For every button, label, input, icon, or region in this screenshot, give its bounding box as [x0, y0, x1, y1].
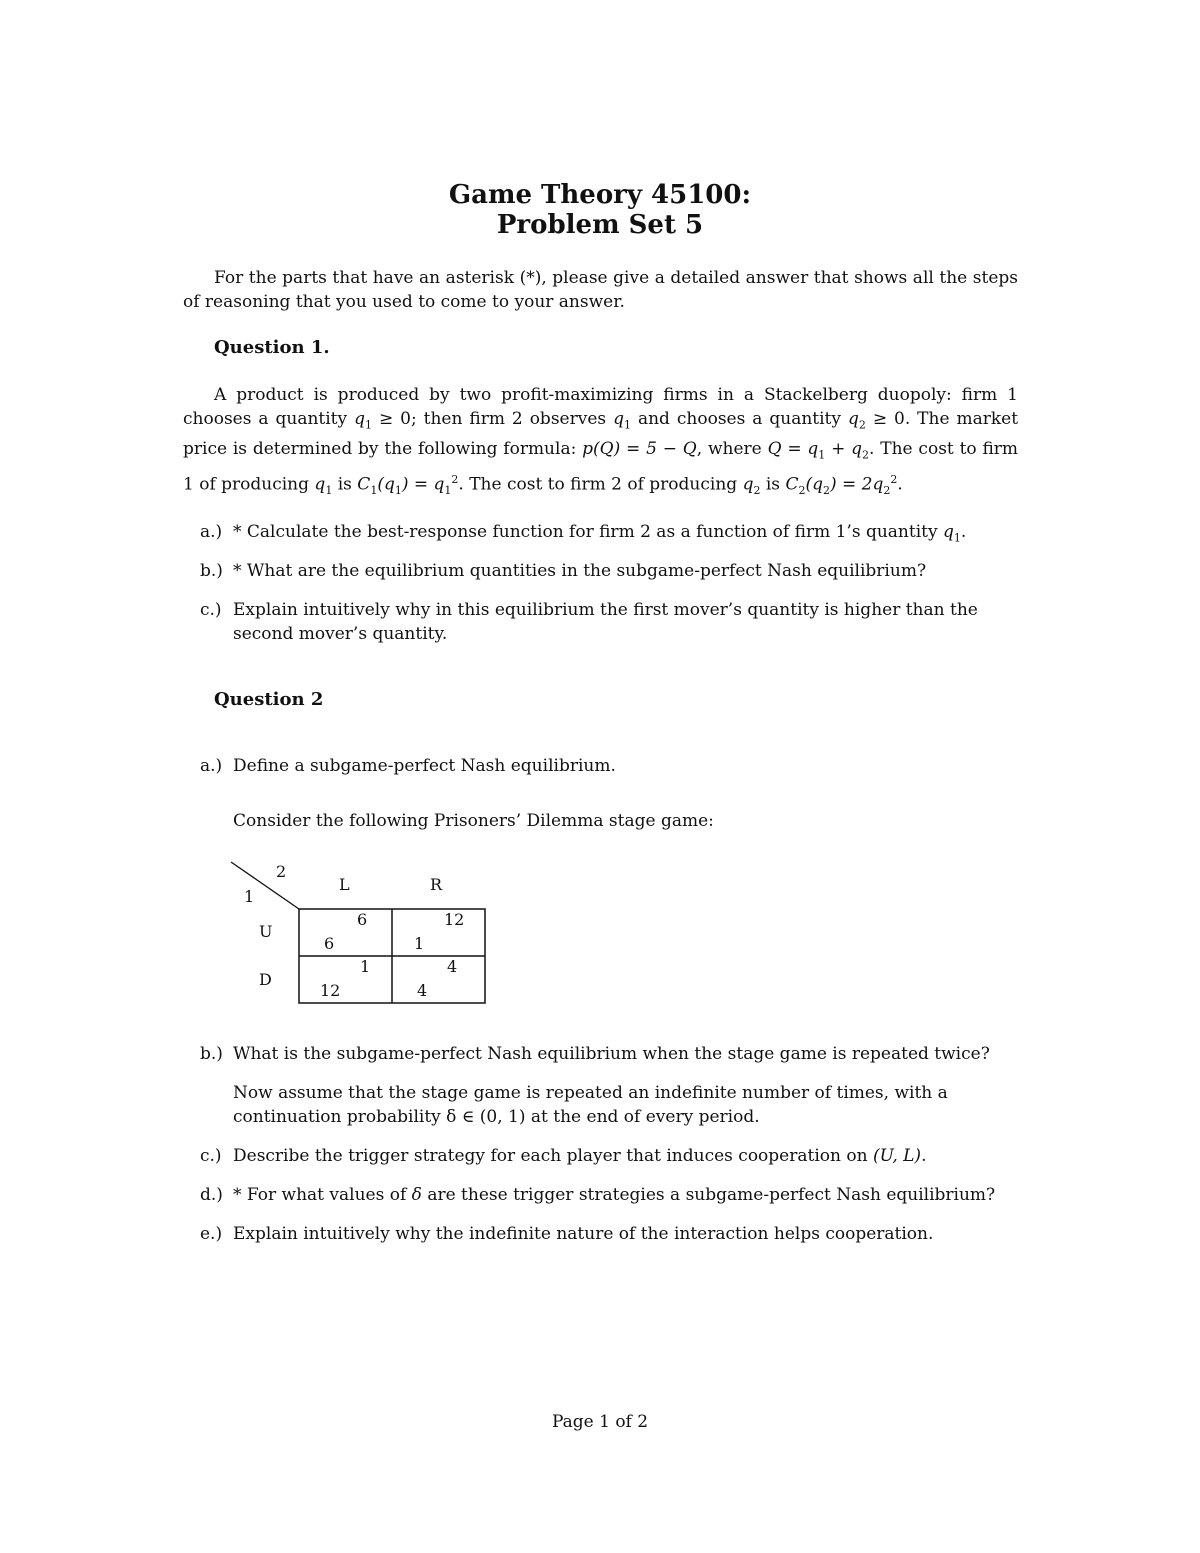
- item-text: Describe the trigger strategy for each player that induces cooperation on (U, L).: [233, 1146, 927, 1166]
- question-1-statement: A product is produced by two profit-maximizing firms in a Stackelberg duopoly: firm 1 chooses a quantity $q_1 \ge 0$; then firm 2 observes $q_1$ and chooses a quantity $q_2 \ge 0$. The market price is determined by the following formula: p(Q) = 5 − Q, where $Q = q_1 + q_2$. The cost to firm 1 of producing $q_1$ is $C_1(q_1) = q_1^2$. The cost to firm 2 of producing $q_2$ is $C_2(q_2) = 2q_2^2$.: [183, 385, 1019, 497]
- consider-text: Consider the following Prisoners’ Dilemma stage game:: [233, 811, 714, 831]
- column-label-l: L: [339, 875, 350, 894]
- payoff-ul-p2: 6: [357, 910, 368, 929]
- row-label-d: D: [259, 970, 272, 989]
- column-player-label: 2: [276, 862, 287, 881]
- title-line-1: Game Theory 45100:: [448, 180, 752, 210]
- row-label-u: U: [259, 922, 273, 941]
- item-label: d.): [200, 1185, 223, 1205]
- item-text: * Calculate the best-response function for firm 2 as a function of firm 1’s quantity $q_1$.: [233, 522, 967, 545]
- item-text: * For what values of δ are these trigger strategies a subgame-perfect Nash equilibrium?: [233, 1185, 996, 1205]
- payoff-dl-p2: 1: [360, 957, 371, 976]
- assume-text: Now assume that the stage game is repeated an indefinite number of times, with a continuation probability δ ∈ (0, 1) at the end of every period.: [233, 1083, 948, 1127]
- question-1-heading: Question 1.: [214, 337, 330, 358]
- item-text: * What are the equilibrium quantities in the subgame-perfect Nash equilibrium?: [233, 561, 927, 581]
- row-player-label: 1: [244, 887, 255, 906]
- item-text: Explain intuitively why the indefinite nature of the interaction helps cooperation.: [233, 1224, 934, 1244]
- intro-paragraph: For the parts that have an asterisk (*), please give a detailed answer that shows all the steps of reasoning that you used to come to your answer.: [183, 268, 1018, 312]
- item-label: c.): [200, 600, 222, 620]
- payoff-ur-p2: 12: [444, 910, 465, 929]
- item-text: What is the subgame-perfect Nash equilibrium when the stage game is repeated twice?: [233, 1044, 990, 1064]
- title-line-2: Problem Set 5: [496, 210, 704, 240]
- payoff-dr-p1: 4: [417, 981, 428, 1000]
- page-footer: Page 1 of 2: [551, 1412, 649, 1432]
- payoff-matrix: [225, 852, 500, 1012]
- item-label: c.): [200, 1146, 222, 1166]
- question-2-heading: Question 2: [214, 689, 324, 710]
- item-label: a.): [200, 522, 223, 542]
- item-label: b.): [200, 1044, 223, 1064]
- payoff-ul-p1: 6: [324, 934, 335, 953]
- payoff-dr-p2: 4: [447, 957, 458, 976]
- item-text: Explain intuitively why in this equilibrium the first mover’s quantity is higher than the second mover’s quantity.: [233, 600, 978, 644]
- column-label-r: R: [430, 875, 443, 894]
- item-text: Define a subgame-perfect Nash equilibrium.: [233, 756, 616, 776]
- payoff-dl-p1: 12: [320, 981, 341, 1000]
- item-label: a.): [200, 756, 223, 776]
- payoff-ur-p1: 1: [414, 934, 425, 953]
- item-label: e.): [200, 1224, 223, 1244]
- item-label: b.): [200, 561, 223, 581]
